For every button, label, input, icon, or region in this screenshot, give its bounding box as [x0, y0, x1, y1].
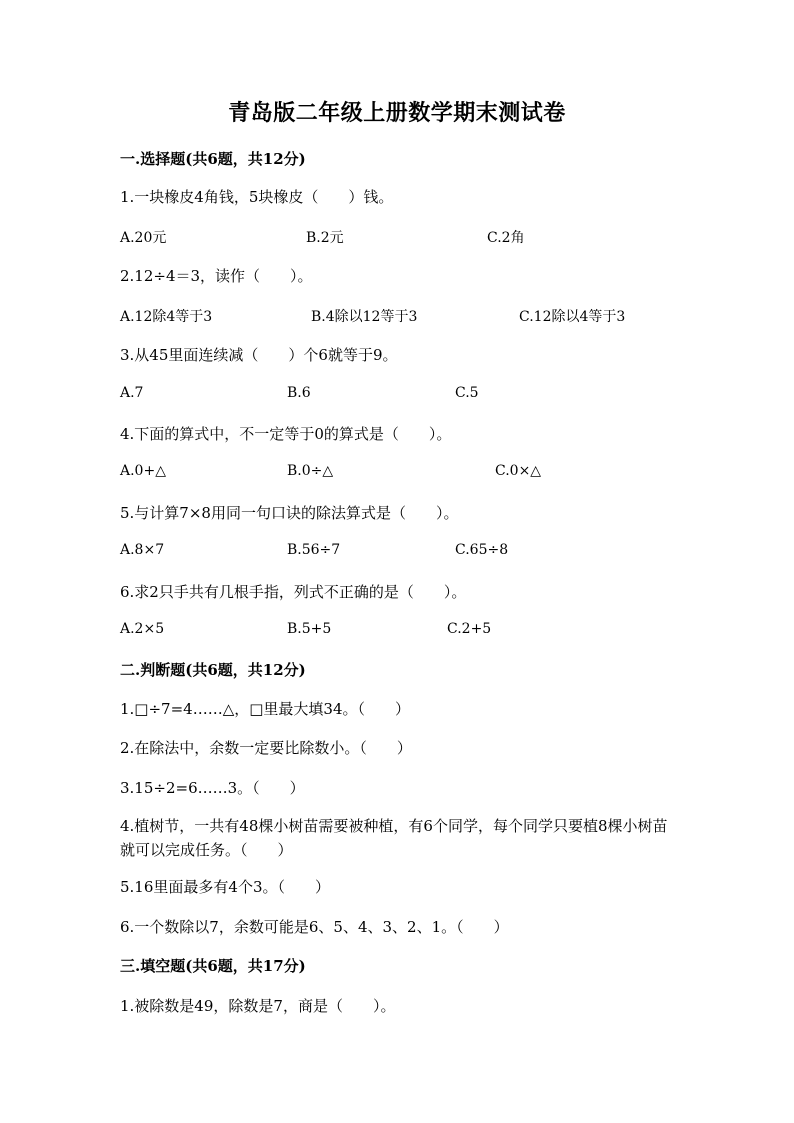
question-text: 4.植树节，一共有48棵小树苗需要被种植，有6个同学，每个同学只要植8棵小树苗就可以完成任务。（ ）: [120, 817, 668, 859]
option-b: B.2元: [306, 230, 344, 246]
option-c: C.2角: [487, 230, 525, 246]
option-c: C.0×△: [495, 463, 542, 479]
option-a: A.20元: [120, 230, 167, 246]
section-heading-fill: 三.填空题(共6题，共17分): [120, 957, 306, 975]
question-text: 1.一块橡皮4角钱，5块橡皮（ ）钱。: [120, 188, 394, 206]
option-b: B.6: [287, 385, 311, 401]
question-text: 3.从45里面连续减（ ）个6就等于9。: [120, 346, 398, 364]
question-text: 1.□÷7=4……△，□里最大填34。（ ）: [120, 700, 411, 718]
question-text: 6.求2只手共有几根手指，列式不正确的是（ ）。: [120, 583, 467, 601]
section-heading-judge: 二.判断题(共6题，共12分): [120, 661, 306, 679]
option-c: C.65÷8: [455, 542, 509, 558]
option-a: A.12除4等于3: [120, 309, 213, 325]
question-text: 5.与计算7×8用同一句口诀的除法算式是（ ）。: [120, 504, 459, 522]
option-c: C.5: [455, 385, 479, 401]
question-text: 3.15÷2=6……3。（ ）: [120, 779, 305, 797]
option-b: B.56÷7: [287, 542, 341, 558]
option-a: A.7: [120, 385, 144, 401]
option-a: A.0+△: [120, 463, 166, 479]
option-b: B.4除以12等于3: [311, 309, 418, 325]
option-a: A.8×7: [120, 542, 165, 558]
question-text: 6.一个数除以7，余数可能是6、5、4、3、2、1。（ ）: [120, 918, 509, 936]
option-c: C.2+5: [447, 621, 492, 637]
section-heading-choice: 一.选择题(共6题，共12分): [120, 150, 306, 168]
option-c: C.12除以4等于3: [519, 309, 626, 325]
exam-title: 青岛版二年级上册数学期末测试卷: [228, 100, 566, 126]
question-text: 2.在除法中，余数一定要比除数小。（ ）: [120, 739, 412, 757]
question-text: 5.16里面最多有4个3。（ ）: [120, 878, 330, 896]
question-text: 2.12÷4＝3，读作（ ）。: [120, 267, 313, 285]
option-b: B.0÷△: [287, 463, 334, 479]
question-text: 4.下面的算式中，不一定等于0的算式是（ ）。: [120, 425, 452, 443]
option-b: B.5+5: [287, 621, 332, 637]
option-a: A.2×5: [120, 621, 165, 637]
question-text: 1.被除数是49，除数是7，商是（ ）。: [120, 997, 396, 1015]
